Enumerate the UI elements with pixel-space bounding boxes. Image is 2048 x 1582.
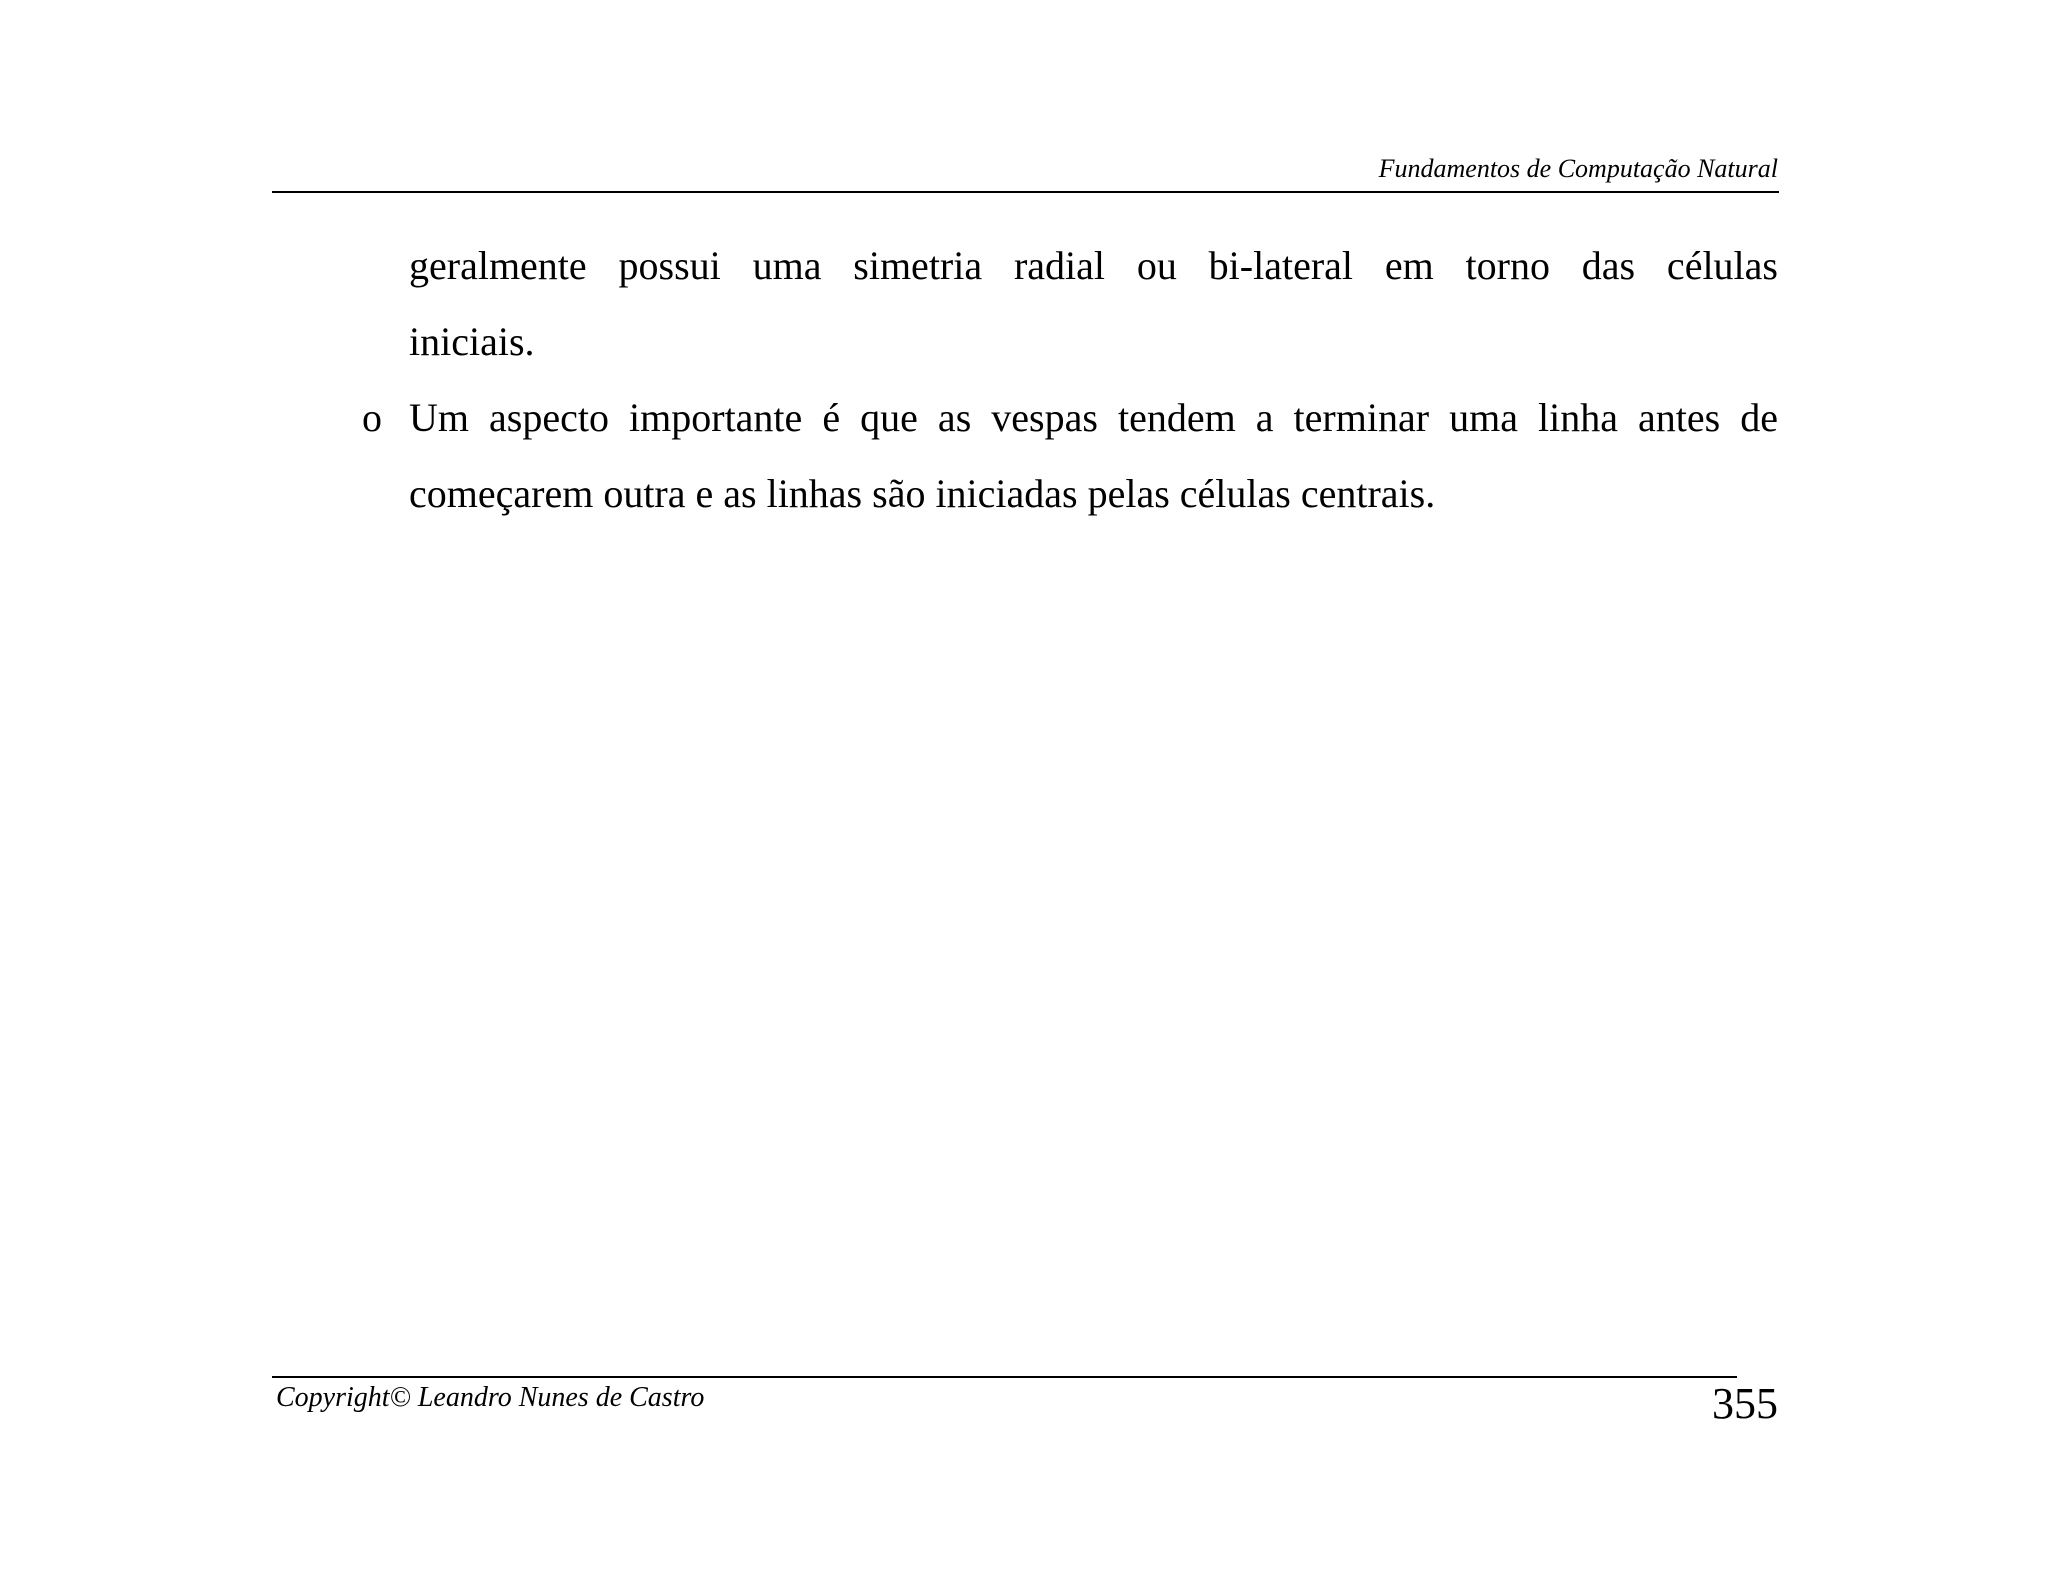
header-rule	[272, 191, 1779, 193]
bullet-item-line: Um aspecto importante é que as vespas tendem a terminar uma linha antes de	[409, 395, 1778, 440]
paragraph-line: geralmente possui uma simetria radial ou bi-lateral em torno das células	[409, 243, 1778, 288]
running-header: Fundamentos de Computação Natural	[1378, 154, 1778, 183]
paragraph-line: iniciais.	[409, 319, 535, 364]
footer-rule	[272, 1376, 1737, 1378]
copyright-notice: Copyright© Leandro Nunes de Castro	[276, 1382, 705, 1413]
bullet-item-line: começarem outra e as linhas são iniciadas pelas células centrais.	[409, 471, 1436, 516]
page-number: 355	[1712, 1379, 1778, 1428]
bullet-marker: o	[362, 395, 382, 440]
